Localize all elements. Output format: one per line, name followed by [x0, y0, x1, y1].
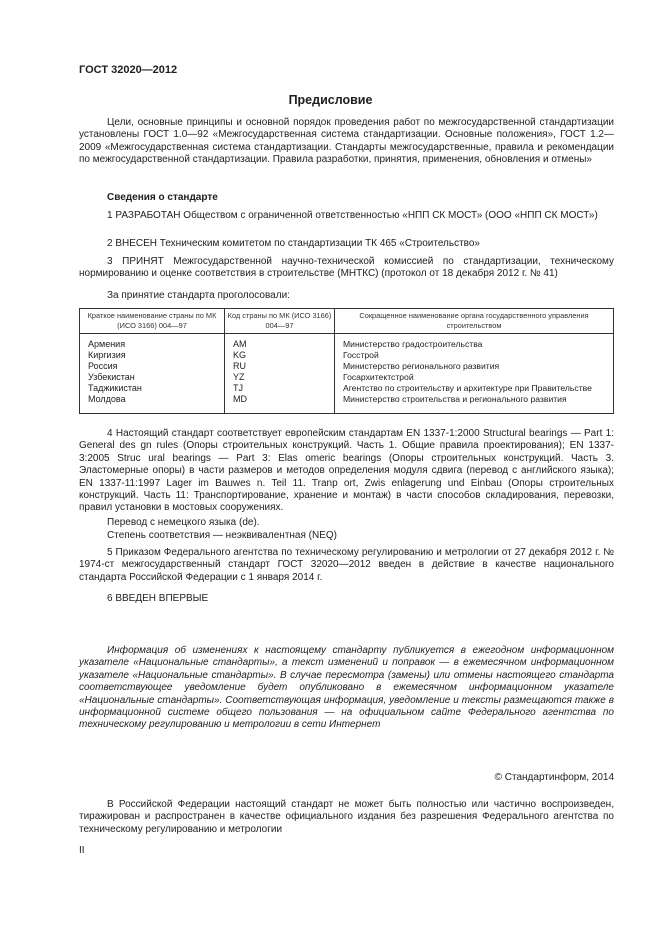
agency-cell: Министерство регионального развития [343, 361, 500, 371]
country-column [80, 334, 225, 414]
country-cell: Россия [88, 361, 118, 371]
table-header-row [80, 309, 614, 334]
item-5: 5 Приказом Федерального агентства по техническому регулированию и метрологии от 27 декабря 2012 г. № 1974-ст межгосударственный стандарт ГОСТ 32020—2012 введен в действие в качестве национального стандарта Российской Федерации с 1 января 2014 г. [79, 547, 614, 583]
country-cell: Узбекистан [88, 372, 135, 382]
code-cell: RU [233, 361, 246, 371]
copyright: © Стандартинформ, 2014 [494, 772, 614, 783]
code-cell: KG [233, 350, 247, 360]
agency-column [335, 334, 614, 414]
code-cell: AM [233, 339, 247, 349]
page-number: II [79, 845, 85, 856]
country-cell: Молдова [88, 394, 126, 404]
item-1: 1 РАЗРАБОТАН Обществом с ограниченной ответственностью «НПП СК МОСТ» (ООО «НПП СК МОСТ») [107, 210, 598, 221]
code-column [225, 334, 335, 414]
item-4: 4 Настоящий стандарт соответствует европейским стандартам EN 1337-1:2000 Structural bearings — Part 1: General des gn rules (Опоры строительных конструкций. Часть 1. Общие правила проектирования); EN 1337-3:2005 Struc ural bearings — Part 3: Elas omeric bearings (Опоры строительных конструкций. Часть 3. Эластомерные опоры) в части размеров и методов определения модуля сдвига (перевод с английского языка); EN 1337-11:1997 Lager im Bauwes n. Teil 11. Tranp ort, Zwis enlagerung und Einbau (Опоры строительных конструкций. Часть 11: Транспортирование, хранение и монтаж) в части способов складирования, перевозки, правил установки в мостовых сооружениях. [79, 428, 614, 514]
column-header-code: Код страны по МК (ИСО 3166) 004—97 [225, 309, 335, 334]
vote-label: За принятие стандарта проголосовали: [107, 290, 290, 301]
vote-table [79, 308, 614, 414]
country-cell: Киргизия [88, 350, 126, 360]
page-title: Предисловие [288, 93, 373, 107]
code-cell: MD [233, 394, 247, 404]
item-6: 6 ВВЕДЕН ВПЕРВЫЕ [107, 593, 209, 604]
document-code: ГОСТ 32020—2012 [79, 64, 178, 76]
column-header-country: Краткое наименование страны по МК (ИСО 3166) 004—97 [80, 309, 225, 334]
compliance-note: Степень соответствия — неэквивалентная (NEQ) [107, 530, 338, 541]
code-cell: YZ [233, 372, 245, 382]
agency-cell: Министерство градостроительства [343, 339, 483, 349]
table-body-row [80, 334, 614, 414]
country-cell: Армения [88, 339, 126, 349]
agency-cell: Госстрой [343, 350, 379, 360]
code-cell: TJ [233, 383, 243, 393]
changes-notice: Информация об изменениях к настоящему стандарту публикуется в ежегодном информационном указателе «Национальные стандарты», а текст изменений и поправок — в ежемесячном информационном указателе «Национальные стандарты». В случае пересмотра (замены) или отмены настоящего стандарта соответствующее уведомление будет опубликовано в ежемесячном информационном указателе «Национальные стандарты». Соответствующая информация, уведомление и тексты размещаются также в информационной системе общего пользования — на официальном сайте Федерального агентства по техническому регулированию и метрологии в сети Интернет [79, 645, 614, 731]
agency-cell: Министерство строительства и регионального развития [343, 394, 567, 404]
agency-cell: Госархитектстрой [343, 372, 414, 382]
translation-note: Перевод с немецкого языка (de). [107, 517, 260, 528]
country-cell: Таджикистан [88, 383, 142, 393]
info-heading: Сведения о стандарте [107, 192, 218, 203]
item-2: 2 ВНЕСЕН Техническим комитетом по стандартизации ТК 465 «Строительство» [107, 238, 480, 249]
item-3: 3 ПРИНЯТ Межгосударственной научно-технической комиссией по стандартизации, техническому нормированию и оценке соответствия в строительстве (МНТКС) (протокол от 18 декабря 2012 г. № 41) [79, 256, 614, 280]
agency-cell: Агентство по строительству и архитектуре при Правительстве [343, 383, 592, 393]
restriction-notice: В Российской Федерации настоящий стандарт не может быть полностью или частично воспроизведен, тиражирован и распространен в качестве официального издания без разрешения Федерального агентства по техническому регулированию и метрологии [79, 799, 614, 835]
intro-paragraph: Цели, основные принципы и основной порядок проведения работ по межгосударственной стандартизации установлены ГОСТ 1.0—92 «Межгосударственная система стандартизации. Основные положения», ГОСТ 1.2—2009 «Межгосударственная система стандартизации. Стандарты межгосударственные, правила и рекомендации по межгосударственной стандартизации. Правила разработки, принятия, применения, обновления и отмены» [79, 117, 614, 166]
column-header-agency: Сокращенное наименование органа государственного управления строительством [335, 309, 614, 334]
